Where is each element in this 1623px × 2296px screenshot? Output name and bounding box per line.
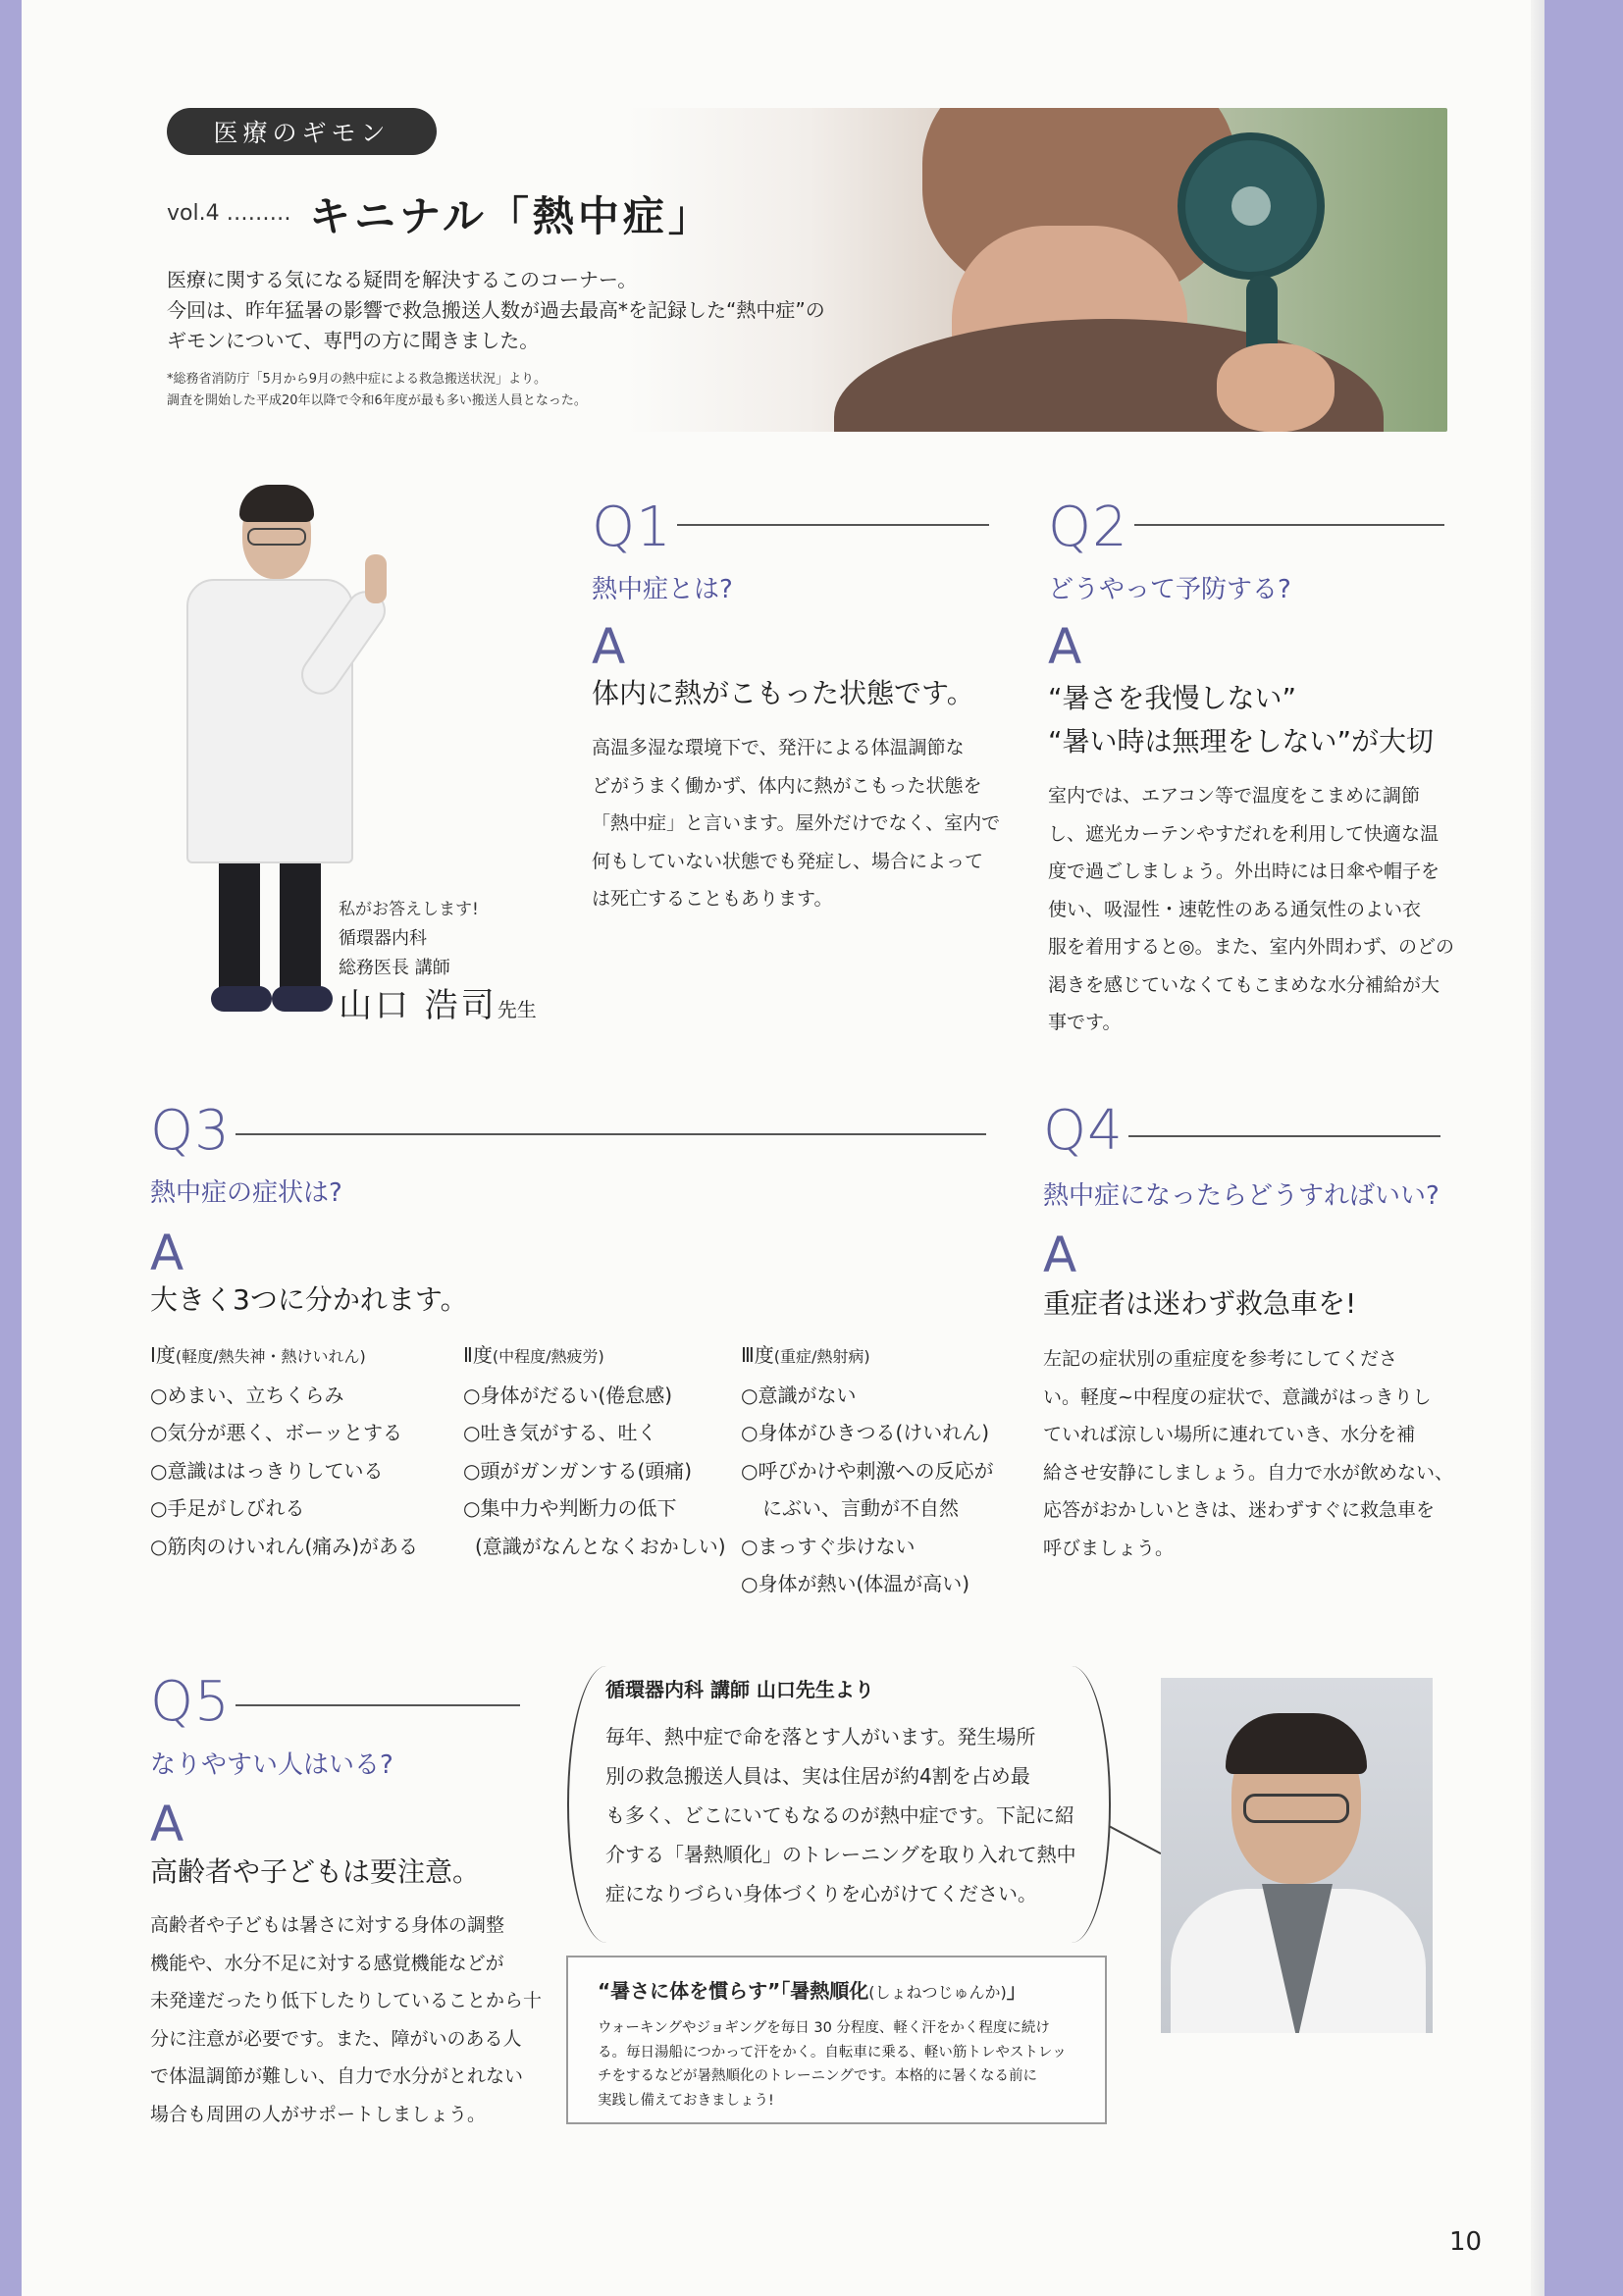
- level-heading: Ⅱ度(中程度/熱疲労): [463, 1343, 604, 1367]
- q4-answer-heading: 重症者は迷わず救急車を!: [1043, 1287, 1357, 1320]
- q4-answer-mark: A: [1043, 1226, 1077, 1283]
- severity-level-1: Ⅰ度(軽度/熱失神・熱けいれん) ○めまい、立ちくらみ ○気分が悪く、ボーッとする ○意識ははっきりしている ○手足がしびれる ○筋肉のけいれん(痛み)がある: [150, 1336, 418, 1565]
- footnote-line: *総務省消防庁「5月から9月の熱中症による救急搬送状況」より。: [167, 372, 548, 387]
- page-edge-shadow: [1531, 0, 1544, 2296]
- heat-acclimatization-box: [566, 1956, 1107, 2124]
- q1-rule: [677, 524, 989, 526]
- q5-number: Q5: [150, 1670, 231, 1734]
- speech-bubble-tail: [1109, 1825, 1162, 1854]
- q4-rule: [1128, 1135, 1440, 1137]
- page-title: キニナル「熱中症」: [309, 192, 713, 240]
- answerer-intro: 私がお答えします!: [339, 900, 479, 919]
- q1-number: Q1: [592, 496, 672, 559]
- footnote-line: 調査を開始した平成20年以降で令和6年度が最も多い搬送人員となった。: [167, 393, 587, 408]
- q2-rule: [1134, 524, 1444, 526]
- intro-line: 今回は、昨年猛暑の影響で救急搬送人数が過去最高*を記録した“熱中症”の: [167, 298, 825, 322]
- level-heading: Ⅲ度(重症/熱射病): [741, 1343, 870, 1367]
- message-body: 毎年、熱中症で命を落とす人がいます。発生場所 別の救急搬送人員は、実は住居が約4割を占め最 も多く、どこにいてもなるのが熱中症です。下記に紹 介する「暑熱順化」のトレーニングを取り入れて熱中 症になりづらい身体づくりを心がけてください。: [605, 1725, 1076, 1905]
- q1-answer-heading: 体内に熱がこもった状態です。: [592, 677, 974, 709]
- intro-line: 医療に関する気になる疑問を解決するこのコーナー。: [167, 268, 638, 291]
- q2-body: 室内では、エアコン等で温度をこまめに調節 し、遮光カーテンやすだれを利用して快適な温 度で過ごしましょう。外出時には日傘や帽子を 使い、吸湿性・速乾性のある通気性のよい衣 服を着用すると◎。また、室内外問わず、のどの 渇きを感じていなくてもこまめな水分補給が大 事です。: [1048, 785, 1455, 1033]
- level-heading: Ⅰ度(軽度/熱失神・熱けいれん): [150, 1343, 366, 1367]
- q3-answer-mark: A: [150, 1225, 184, 1281]
- tips-body: ウォーキングやジョギングを毎日 30 分程度、軽く汗をかく程度に続け る。毎日湯船につかって汗をかく。自転車に乗る、軽い筋トレやストレッ チをするなどが暑熱順化のトレーニングです。本格的に暑くなる前に 実践し備えておきましょう!: [598, 2020, 1067, 2109]
- q2-question: どうやって予防する?: [1048, 575, 1291, 604]
- q3-question: 熱中症の症状は?: [150, 1178, 342, 1208]
- q1-answer-mark: A: [592, 618, 626, 675]
- q4-number: Q4: [1043, 1099, 1124, 1163]
- section-badge: 医療のギモン: [167, 108, 437, 155]
- q3-answer-heading: 大きく3つに分かれます。: [150, 1283, 468, 1316]
- doctor-portrait-photo: [1161, 1678, 1433, 2033]
- severity-level-2: Ⅱ度(中程度/熱疲労) ○身体がだるい(倦怠感) ○吐き気がする、吐く ○頭がガンガンする(頭痛) ○集中力や判断力の低下 (意識がなんとなくおかしい): [463, 1336, 726, 1565]
- severity-level-3: Ⅲ度(重症/熱射病) ○意識がない ○身体がひきつる(けいれん) ○呼びかけや刺激への反応が にぶい、言動が不自然 ○まっすぐ歩けない ○身体が熱い(体温が高い): [741, 1336, 993, 1603]
- right-color-band: [1544, 0, 1623, 2296]
- q2-number: Q2: [1048, 496, 1128, 559]
- answerer-department: 循環器内科: [339, 928, 427, 949]
- q5-answer-heading: 高齢者や子どもは要注意。: [150, 1855, 481, 1888]
- q4-question: 熱中症になったらどうすればいい?: [1043, 1181, 1440, 1211]
- message-heading: 循環器内科 講師 山口先生より: [605, 1678, 874, 1701]
- q1-body: 高温多湿な環境下で、発汗による体温調節な どがうまく働かず、体内に熱がこもった状態を 「熱中症」と言います。屋外だけでなく、室内で 何もしていない状態でも発症し、場合によって は死亡することもあります。: [592, 737, 1001, 910]
- q5-rule: [236, 1704, 520, 1706]
- answerer-credit: [339, 895, 537, 1032]
- answerer-name: 山口 浩司先生: [339, 986, 537, 1025]
- left-color-band: [0, 0, 22, 2296]
- page-number: 10: [1449, 2227, 1483, 2257]
- q1-question: 熱中症とは?: [592, 575, 733, 604]
- q3-rule: [236, 1133, 986, 1135]
- tips-title: “暑さに体を慣らす”「暑熱順化(しょねつじゅんか)」: [598, 1979, 1026, 2003]
- q5-answer-mark: A: [150, 1796, 184, 1852]
- intro-text: [167, 265, 825, 356]
- answerer-position: 総務医長 講師: [339, 958, 450, 978]
- q2-answer-mark: A: [1048, 618, 1082, 675]
- q4-body: 左記の症状別の重症度を参考にしてくださ い。軽度~中程度の症状で、意識がはっきりし ていれば涼しい場所に連れていき、水分を補 給させ安静にしましょう。自力で水が飲めない、 応答がおかしいときは、迷わずすぐに救急車を 呼びましょう。: [1043, 1348, 1454, 1559]
- q5-body: 高齢者や子どもは暑さに対する身体の調整 機能や、水分不足に対する感覚機能などが 未発達だったり低下したりしていることから十 分に注意が必要です。また、障がいのある人 で体温調節が難しい、自力で水分がとれない 場合も周囲の人がサポートしましょう。: [150, 1914, 543, 2125]
- volume-label: vol.4 ………: [167, 201, 291, 226]
- intro-line: ギモンについて、専門の方に聞きました。: [167, 329, 540, 352]
- q3-number: Q3: [150, 1099, 231, 1163]
- footnote: [167, 369, 587, 412]
- q2-answer-heading: “暑さを我慢しない” “暑い時は無理をしない”が大切: [1048, 682, 1435, 757]
- q5-question: なりやすい人はいる?: [150, 1750, 393, 1780]
